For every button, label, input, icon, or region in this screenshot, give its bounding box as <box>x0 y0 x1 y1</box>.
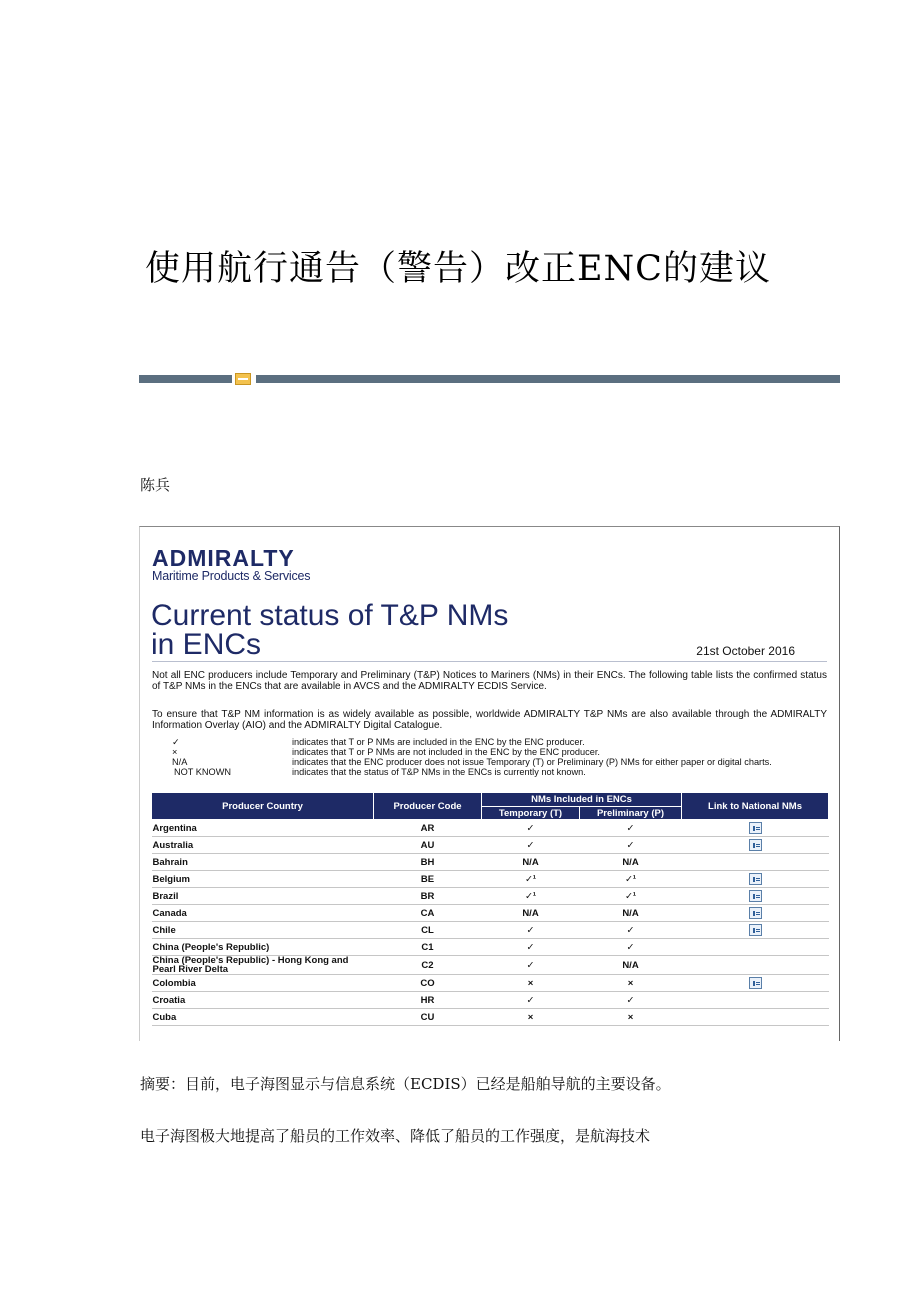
document-title: 使用航行通告（警告）改正ENC的建议 <box>145 249 771 290</box>
cell-link <box>682 1009 829 1026</box>
figure-intro-paragraph: Not all ENC producers include Temporary and Preliminary (T&P) Notices to Mariners (NMs) in their ENCs. The following table lists the confirmed status of T&P NMs in the ENCs that are available in AVCS and the ADMIRALTY ECDIS Service. <box>152 670 827 692</box>
cell-country: Cuba <box>152 1009 374 1026</box>
cell-country: Australia <box>152 837 374 854</box>
figure-title-line-2: in ENCs <box>151 628 262 661</box>
cell-code: AU <box>374 837 482 854</box>
figure-brand-subtitle: Maritime Products & Services <box>152 569 311 583</box>
cell-link <box>682 992 829 1009</box>
cell-temporary: N/A <box>482 905 580 922</box>
cell-temporary: ✓¹ <box>482 888 580 905</box>
figure-title-rule <box>152 661 827 662</box>
cell-preliminary: × <box>580 975 682 992</box>
figure-date: 21st October 2016 <box>696 644 795 658</box>
cell-link <box>682 956 829 975</box>
cell-link[interactable] <box>682 871 829 888</box>
legend-text: indicates that the ENC producer does not issue Temporary (T) or Preliminary (P) NMs for either paper or digital charts. <box>292 757 772 767</box>
section-divider-left <box>139 375 232 383</box>
cell-country: Belgium <box>152 871 374 888</box>
cell-code: CU <box>374 1009 482 1026</box>
table-row <box>152 939 829 956</box>
cell-temporary: ✓ <box>482 939 580 956</box>
section-divider-right <box>256 375 840 383</box>
cell-code: CO <box>374 975 482 992</box>
admiralty-figure <box>139 526 840 1041</box>
cell-code: AR <box>374 820 482 837</box>
cell-preliminary: ✓ <box>580 837 682 854</box>
document-link-icon[interactable] <box>749 839 762 851</box>
table-row <box>152 837 829 854</box>
figure-availability-paragraph: To ensure that T&P NM information is as widely available as possible, worldwide ADMIRALTY T&P NMs are also available through the ADMIRALTY Information Overlay (AIO) and the ADMIRALTY Digital Catalogue. <box>152 709 827 731</box>
document-link-icon[interactable] <box>749 977 762 989</box>
header-producer-country: Producer Country <box>152 793 374 820</box>
header-preliminary: Preliminary (P) <box>580 807 682 820</box>
legend-text: indicates that T or P NMs are included in the ENC by the ENC producer. <box>292 737 585 747</box>
document-link-icon[interactable] <box>749 822 762 834</box>
figure-title-line-1: Current status of T&P NMs <box>151 599 509 632</box>
table-row <box>152 1009 829 1026</box>
cell-link <box>682 939 829 956</box>
legend-symbol: ✓ <box>172 737 180 747</box>
cell-temporary: N/A <box>482 854 580 871</box>
cell-country: China (People's Republic) <box>152 939 374 956</box>
cell-preliminary: N/A <box>580 956 682 975</box>
figure-brand-logo: ADMIRALTY <box>152 545 295 571</box>
document-link-icon[interactable] <box>749 907 762 919</box>
cell-code: BE <box>374 871 482 888</box>
legend-row <box>152 737 825 747</box>
cell-temporary: × <box>482 1009 580 1026</box>
document-link-icon[interactable] <box>749 890 762 902</box>
header-link-national-nms: Link to National NMs <box>682 793 829 820</box>
author-name: 陈兵 <box>140 476 171 494</box>
cell-country: Brazil <box>152 888 374 905</box>
legend-text: indicates that the status of T&P NMs in the ENCs is currently not known. <box>292 767 586 777</box>
cell-code: C1 <box>374 939 482 956</box>
figure-legend <box>152 737 825 777</box>
cell-temporary: ✓ <box>482 992 580 1009</box>
legend-text: indicates that T or P NMs are not included in the ENC by the ENC producer. <box>292 747 600 757</box>
cell-temporary: ✓ <box>482 956 580 975</box>
cell-country: China (People's Republic) - Hong Kong and Pearl River Delta <box>152 956 374 975</box>
cell-preliminary: × <box>580 1009 682 1026</box>
cell-preliminary: ✓¹ <box>580 871 682 888</box>
cell-country: Bahrain <box>152 854 374 871</box>
cell-country: Argentina <box>152 820 374 837</box>
cell-temporary: ✓¹ <box>482 871 580 888</box>
cell-code: CL <box>374 922 482 939</box>
cell-temporary: ✓ <box>482 837 580 854</box>
table-row <box>152 820 829 837</box>
cell-link[interactable] <box>682 975 829 992</box>
cell-country: Croatia <box>152 992 374 1009</box>
cell-link[interactable] <box>682 922 829 939</box>
cell-preliminary: ✓ <box>580 820 682 837</box>
legend-symbol: NOT KNOWN <box>174 767 231 777</box>
table-row <box>152 854 829 871</box>
legend-symbol: × <box>172 747 178 757</box>
cell-preliminary: ✓¹ <box>580 888 682 905</box>
legend-row <box>152 767 825 777</box>
table-row <box>152 956 829 975</box>
cell-link <box>682 854 829 871</box>
cell-temporary: ✓ <box>482 820 580 837</box>
table-row <box>152 922 829 939</box>
cell-preliminary: N/A <box>580 854 682 871</box>
cell-preliminary: ✓ <box>580 992 682 1009</box>
table-row <box>152 975 829 992</box>
legend-row <box>152 747 825 757</box>
cell-country: Canada <box>152 905 374 922</box>
table-body <box>152 820 829 1026</box>
body-text-line: 电子海图极大地提高了船员的工作效率、降低了船员的工作强度，是航海技术 <box>140 1127 651 1145</box>
cell-temporary: × <box>482 975 580 992</box>
cell-country: Chile <box>152 922 374 939</box>
cell-code: HR <box>374 992 482 1009</box>
tp-nm-status-table <box>151 792 829 1026</box>
cell-link[interactable] <box>682 837 829 854</box>
divider-ornament-icon <box>235 373 251 385</box>
figure-title <box>151 601 508 659</box>
document-link-icon[interactable] <box>749 873 762 885</box>
cell-code: BR <box>374 888 482 905</box>
cell-temporary: ✓ <box>482 922 580 939</box>
cell-code: BH <box>374 854 482 871</box>
legend-symbol: N/A <box>172 757 188 767</box>
cell-code: C2 <box>374 956 482 975</box>
table-row <box>152 992 829 1009</box>
legend-row <box>152 757 825 767</box>
abstract-text: 摘要：目前，电子海图显示与信息系统（ECDIS）已经是船舶导航的主要设备。 <box>140 1075 671 1093</box>
cell-preliminary: ✓ <box>580 922 682 939</box>
cell-link[interactable] <box>682 888 829 905</box>
cell-preliminary: N/A <box>580 905 682 922</box>
cell-link[interactable] <box>682 905 829 922</box>
header-producer-code: Producer Code <box>374 793 482 820</box>
header-nms-included: NMs Included in ENCs <box>482 793 682 807</box>
table-row <box>152 888 829 905</box>
table-row <box>152 905 829 922</box>
cell-code: CA <box>374 905 482 922</box>
document-link-icon[interactable] <box>749 924 762 936</box>
cell-preliminary: ✓ <box>580 939 682 956</box>
table-row <box>152 871 829 888</box>
header-temporary: Temporary (T) <box>482 807 580 820</box>
cell-country: Colombia <box>152 975 374 992</box>
cell-link[interactable] <box>682 820 829 837</box>
